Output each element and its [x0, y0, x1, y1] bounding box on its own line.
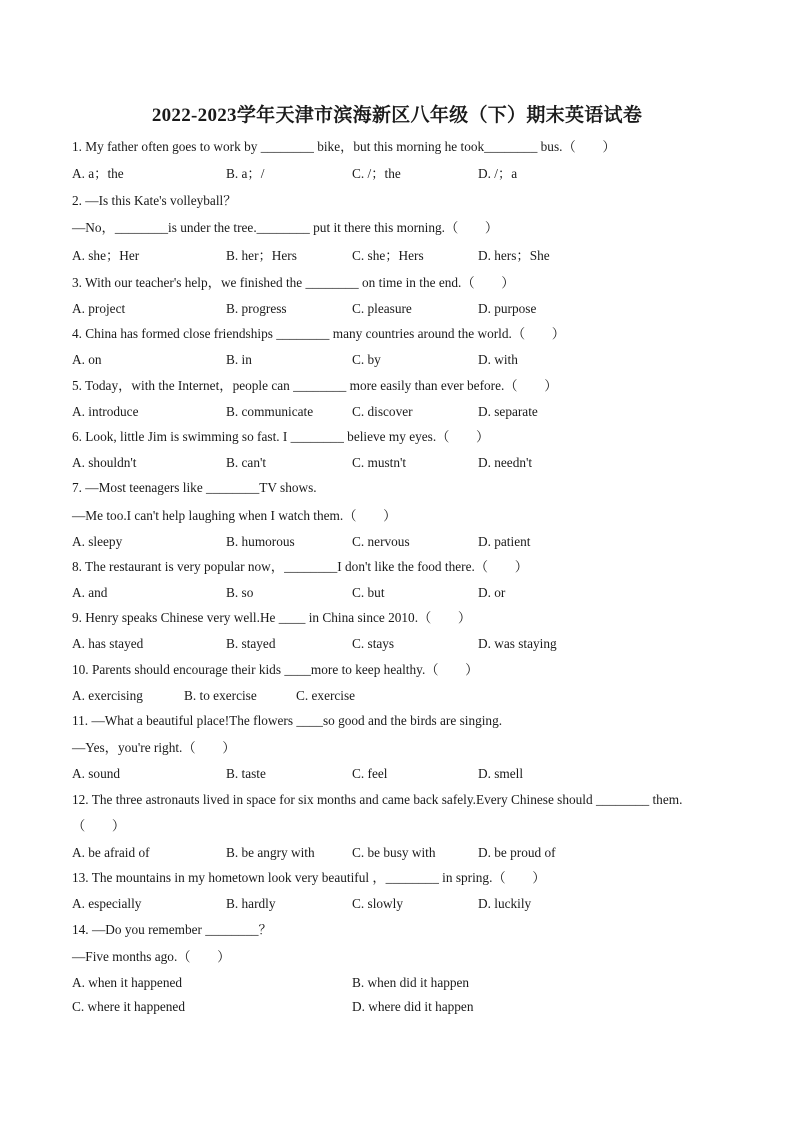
question-9-stem: 9. Henry speaks Chinese very well.He ____ in China since 2010.（ ）	[72, 610, 472, 625]
q11-option-a: A. sound	[72, 766, 121, 781]
q4-option-c: C. by	[352, 352, 381, 367]
question-12-answer-blank: （ ）	[72, 818, 126, 833]
q2-option-c: C. she；Hers	[352, 248, 424, 263]
q1-option-c: C. /；the	[352, 166, 401, 181]
q3-option-a: A. project	[72, 301, 126, 316]
q11-option-c: C. feel	[352, 766, 388, 781]
q12-option-c: C. be busy with	[352, 845, 436, 860]
q1-option-d: D. /；a	[478, 166, 518, 181]
q11-option-d: D. smell	[478, 766, 524, 781]
q14-option-b: B. when did it happen	[352, 975, 470, 990]
q13-option-c: C. slowly	[352, 896, 403, 911]
q5-option-a: A. introduce	[72, 404, 139, 419]
q14-option-a: A. when it happened	[72, 975, 183, 990]
q2-option-d: D. hers；She	[478, 248, 550, 263]
q10-option-a: A. exercising	[72, 688, 143, 703]
question-2-stem: 2. —Is this Kate's volleyball？	[72, 193, 237, 208]
question-1-stem: 1. My father often goes to work by ________ bike，but this morning he took________ bus.（ ）	[72, 139, 616, 154]
q6-option-b: B. can't	[226, 455, 267, 470]
question-14-reply: —Five months ago.（ ）	[72, 949, 231, 964]
question-7-reply: —Me too.I can't help laughing when I watch them.（ ）	[72, 508, 397, 523]
q10-option-b: B. to exercise	[184, 688, 257, 703]
q11-option-b: B. taste	[226, 766, 266, 781]
question-10-stem: 10. Parents should encourage their kids ____more to keep healthy.（ ）	[72, 662, 479, 677]
q12-option-a: A. be afraid of	[72, 845, 150, 860]
question-6-stem: 6. Look, little Jim is swimming so fast. I ________ believe my eyes.（ ）	[72, 429, 490, 444]
question-8-stem: 8. The restaurant is very popular now，________I don't like the food there.（ ）	[72, 559, 528, 574]
q9-option-c: C. stays	[352, 636, 395, 651]
question-11-reply: —Yes，you're right.（ ）	[72, 740, 236, 755]
question-14-stem: 14. —Do you remember ________？	[72, 922, 272, 937]
question-5-stem: 5. Today，with the Internet，people can ________ more easily than ever before.（ ）	[72, 378, 558, 393]
q8-option-a: A. and	[72, 585, 108, 600]
q14-option-c: C. where it happened	[72, 999, 185, 1014]
q8-option-d: D. or	[478, 585, 506, 600]
q13-option-d: D. luckily	[478, 896, 532, 911]
q10-option-c: C. exercise	[296, 688, 356, 703]
q5-option-b: B. communicate	[226, 404, 314, 419]
q5-option-d: D. separate	[478, 404, 538, 419]
q7-option-d: D. patient	[478, 534, 531, 549]
q7-option-a: A. sleepy	[72, 534, 123, 549]
q3-option-b: B. progress	[226, 301, 287, 316]
q9-option-a: A. has stayed	[72, 636, 144, 651]
q8-option-b: B. so	[226, 585, 254, 600]
q14-option-d: D. where did it happen	[352, 999, 474, 1014]
question-3-stem: 3. With our teacher's help，we finished the ________ on time in the end.（ ）	[72, 275, 515, 290]
question-13-stem: 13. The mountains in my hometown look very beautiful ，________ in spring.（ ）	[72, 870, 546, 885]
q12-option-d: D. be proud of	[478, 845, 556, 860]
q13-option-a: A. especially	[72, 896, 142, 911]
q7-option-b: B. humorous	[226, 534, 295, 549]
question-2-reply: —No，________is under the tree.________ put it there this morning.（ ）	[72, 220, 499, 235]
q4-option-d: D. with	[478, 352, 518, 367]
q8-option-c: C. but	[352, 585, 385, 600]
q13-option-b: B. hardly	[226, 896, 276, 911]
question-7-stem: 7. —Most teenagers like ________TV shows.	[72, 480, 317, 495]
q2-option-b: B. her；Hers	[226, 248, 297, 263]
q6-option-a: A. shouldn't	[72, 455, 137, 470]
q1-option-a: A. a；the	[72, 166, 124, 181]
q4-option-a: A. on	[72, 352, 102, 367]
question-4-stem: 4. China has formed close friendships ________ many countries around the world.（ ）	[72, 326, 566, 341]
q4-option-b: B. in	[226, 352, 252, 367]
q2-option-a: A. she；Her	[72, 248, 140, 263]
q7-option-c: C. nervous	[352, 534, 410, 549]
q6-option-d: D. needn't	[478, 455, 533, 470]
q6-option-c: C. mustn't	[352, 455, 407, 470]
q9-option-d: D. was staying	[478, 636, 557, 651]
question-11-stem: 11. —What a beautiful place!The flowers ____so good and the birds are singing.	[72, 713, 503, 728]
exam-title: 2022-2023学年天津市滨海新区八年级（下）期末英语试卷	[151, 105, 643, 126]
q1-option-b: B. a；/	[226, 166, 265, 181]
q3-option-d: D. purpose	[478, 301, 537, 316]
q9-option-b: B. stayed	[226, 636, 276, 651]
q12-option-b: B. be angry with	[226, 845, 315, 860]
question-12-stem: 12. The three astronauts lived in space for six months and came back safely.Every Chinese should ________ them.	[72, 792, 683, 807]
q5-option-c: C. discover	[352, 404, 413, 419]
q3-option-c: C. pleasure	[352, 301, 412, 316]
